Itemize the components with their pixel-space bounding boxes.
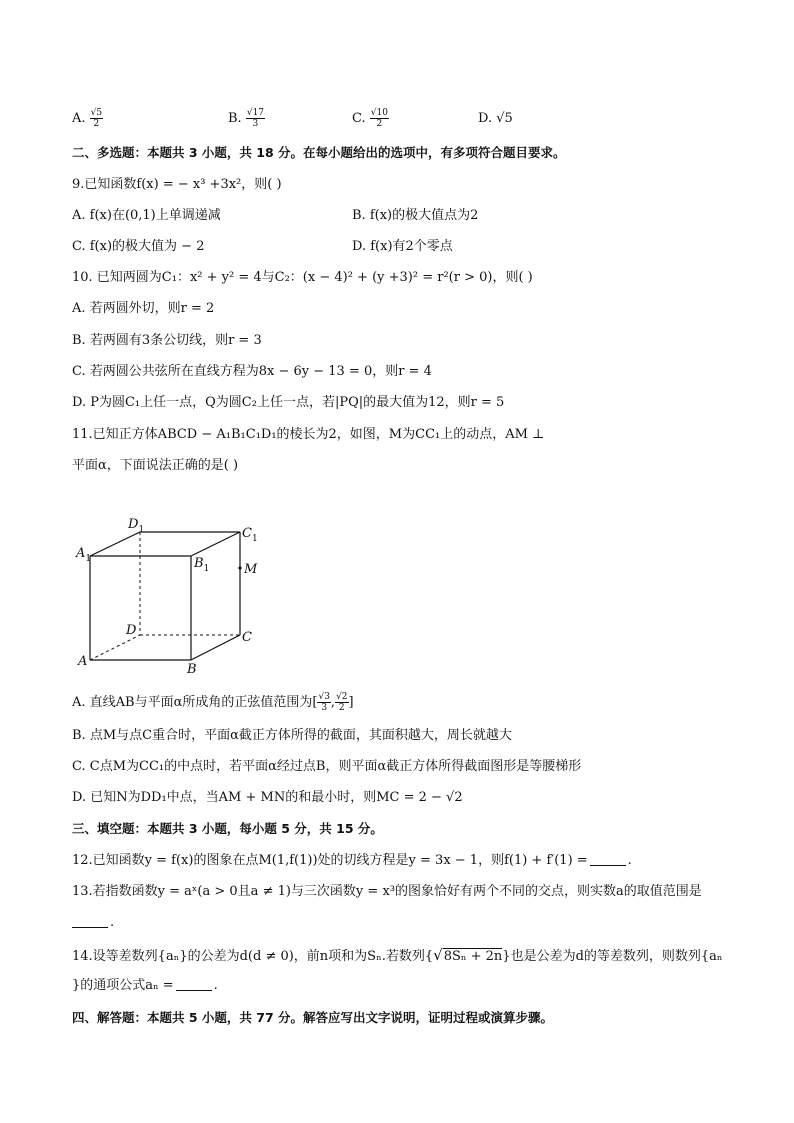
q8-b-den: 3 <box>252 119 259 129</box>
q11-a-frac1-den: 3 <box>321 703 328 713</box>
q11-option-c: C. C点M为CC₁的中点时，若平面α经过点B，则平面α截正方体所得截面图形是等腰梯形 <box>72 759 582 774</box>
edge-b-c <box>191 635 240 660</box>
edge-a-d-hidden <box>90 635 140 660</box>
label-b1: $B_1$ <box>194 556 210 574</box>
q14-end: . <box>213 978 218 993</box>
q14-line2-text: }的通项公式aₙ = <box>72 978 174 993</box>
q9-option-d: D. f(x)有2个零点 <box>352 239 453 254</box>
q8-option-b <box>228 108 265 129</box>
q14-line2 <box>72 977 218 995</box>
q11-a-frac1-num: √3 <box>318 692 330 702</box>
q14-answer-blank[interactable] <box>176 978 212 991</box>
q13-answer-blank[interactable] <box>72 915 108 928</box>
section-4-title: 四、解答题：本题共 5 小题，共 77 分。解答应写出文字说明，证明过程或演算步骤。 <box>72 1010 554 1025</box>
q9-option-c: C. f(x)的极大值为 − 2 <box>72 239 205 254</box>
q14-pre: 14.设等差数列{aₙ}的公差为d(d ≠ 0)，前n项和为Sₙ.若数列{ <box>72 949 434 964</box>
edge-b1-c1 <box>191 532 240 556</box>
label-d: D <box>126 623 137 638</box>
q14-line1: 14.设等差数列{aₙ}的公差为d(d ≠ 0)，前n项和为Sₙ.若数列{√8Sₙ + 2n}也是公差为d的等差数列，则数列{aₙ <box>72 946 723 964</box>
q12-text: 12.已知函数y = f(x)的图象在点M(1,f(1))处的切线方程是y = 3x − 1，则f(1) + f′(1) = <box>72 853 588 868</box>
label-a1: $A_1$ <box>76 546 92 564</box>
edge-a1-d1 <box>90 532 140 556</box>
q8-option-d-label: D. <box>478 111 493 126</box>
q8-option-c <box>352 108 389 129</box>
q8-option-b-label: B. <box>228 111 242 126</box>
q11-a-suffix: ] <box>348 695 354 710</box>
q11-stem-line2: 平面α，下面说法正确的是( ) <box>72 458 239 473</box>
q13-line1: 13.若指数函数y = aˣ(a > 0且a ≠ 1)与三次函数y = x³的图象恰好有两个不同的交点，则实数a的取值范围是 <box>72 884 702 899</box>
q8-a-den: 2 <box>93 119 100 129</box>
label-c1: $C_1$ <box>242 526 258 544</box>
q8-b-num: √17 <box>246 108 265 118</box>
q11-a-frac1 <box>317 692 330 713</box>
label-a: A <box>78 654 88 669</box>
q14-post: }也是公差为d的等差数列，则数列{aₙ <box>502 949 723 964</box>
q12-end: . <box>627 853 632 868</box>
q14-sqrt: 8Sₙ + 2n <box>443 949 503 964</box>
q13-end: . <box>110 915 115 930</box>
q9-option-b: B. f(x)的极大值点为2 <box>352 208 479 223</box>
q8-c-den: 2 <box>376 119 383 129</box>
q11-stem-line1: 11.已知正方体ABCD − A₁B₁C₁D₁的棱长为2，如图，M为CC₁上的动点，AM ⊥ <box>72 427 545 442</box>
section-2-title: 二、多选题：本题共 3 小题，共 18 分。在每小题给出的选项中，有多项符合题目要求。 <box>72 145 566 160</box>
label-b: B <box>187 662 197 677</box>
q10-option-b: B. 若两圆有3条公切线，则r = 3 <box>72 333 262 348</box>
label-d1: $D_1$ <box>128 517 145 535</box>
q9-stem: 9.已知函数f(x) = − x³ +3x²，则( ) <box>72 177 282 192</box>
q8-option-d-text: √5 <box>496 111 513 126</box>
q11-option-d: D. 已知N为DD₁中点，当AM + MN的和最小时，则MC = 2 − √2 <box>72 790 463 805</box>
q11-a-prefix: A. 直线AB与平面α所成角的正弦值范围为[ <box>72 695 318 710</box>
label-m: M <box>244 562 258 577</box>
q11-option-b: B. 点M与点C重合时，平面α截正方体所得的截面，其面积越大，周长就越大 <box>72 728 512 743</box>
label-c: C <box>242 630 252 645</box>
q11-a-frac2-den: 2 <box>338 703 345 713</box>
q8-a-num: √5 <box>90 108 103 118</box>
q12-answer-blank[interactable] <box>590 853 626 866</box>
q8-c-num: √10 <box>370 108 388 118</box>
q11-a-frac2-num: √2 <box>336 692 348 702</box>
q10-option-d: D. P为圆C₁上任一点，Q为圆C₂上任一点，若|PQ|的最大值为12，则r = 5 <box>72 395 505 410</box>
point-m <box>238 566 241 569</box>
q8-option-a-label: A. <box>72 111 86 126</box>
q11-option-a: A. 直线AB与平面α所成角的正弦值范围为[ $\frac{√3}{3}$ , $\frac{√2}{2}$ ] <box>72 692 354 713</box>
q8-option-c-fraction <box>370 108 389 129</box>
q11-a-frac2 <box>335 692 348 713</box>
q8-option-a-fraction <box>90 108 103 129</box>
q12 <box>72 852 632 870</box>
q8-option-b-fraction <box>246 108 265 129</box>
section-3-title: 三、填空题：本题共 3 小题，每小题 5 分，共 15 分。 <box>72 821 383 836</box>
q10-option-a: A. 若两圆外切，则r = 2 <box>72 301 215 316</box>
cube-figure <box>70 510 280 680</box>
q9-option-a: A. f(x)在(0,1)上单调递减 <box>72 208 221 223</box>
q8-option-c-label: C. <box>352 111 366 126</box>
q10-stem: 10. 已知两圆为C₁：x² + y² = 4与C₂：(x − 4)² + (y +3)² = r²(r > 0)，则( ) <box>72 270 533 285</box>
q13-line2 <box>72 914 114 932</box>
q8-option-a <box>72 108 103 129</box>
q10-option-c: C. 若两圆公共弦所在直线方程为8x − 6y − 13 = 0，则r = 4 <box>72 364 432 379</box>
q8-option-d <box>478 110 513 128</box>
